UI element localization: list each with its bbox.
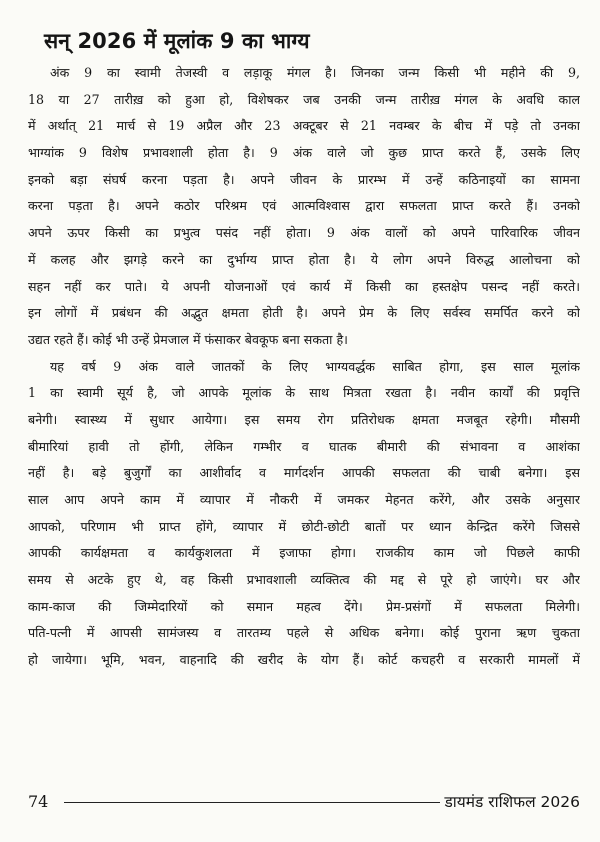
text-line: अंक 9 का स्वामी तेजस्वी व लड़ाकू मंगल है। जिनका जन्म किसी भी महीने की 9, <box>50 65 580 80</box>
text-line: इन लोगों में प्रबंधन की अद्भुत क्षमता होती है। अपने प्रेम के लिए सर्वस्व समर्पित करने को <box>28 305 580 321</box>
text-line: बनेगी। स्वास्थ्य में सुधार आयेगा। इस समय रोग प्रतिरोधक क्षमता मजबूत रहेगी। मौसमी <box>28 411 580 427</box>
text-line: काम-काज की जिम्मेदारियों को समान महत्व देंगे। प्रेम-प्रसंगों में सफलता मिलेगी। <box>28 598 580 614</box>
text-line: सहन नहीं कर पाते। ये अपनी योजनाओं एवं कार्य में किसी का हस्तक्षेप पसन्द नहीं करते। <box>28 278 580 294</box>
text-line: आपको, परिणाम भी प्राप्त होंगे, व्यापार में छोटी-छोटी बातों पर ध्यान केन्द्रित करेंगे जिससे <box>28 518 580 534</box>
text-line: 18 या 27 तारीख़ को हुआ हो, विशेषकर जब उनकी जन्म तारीख़ मंगल के अवधि काल <box>28 91 580 107</box>
text-line: आपकी कार्यक्षमता व कार्यकुशलता में इजाफा होगा। राजकीय काम जो पिछले काफी <box>28 545 580 561</box>
text-line: में अर्थात् 21 मार्च से 19 अप्रैल और 23 अक्टूबर से 21 नवम्बर के बीच में पड़े तो उनका <box>28 118 580 134</box>
text-line: साल आप अपने काम में व्यापार में नौकरी में जमकर मेहनत करेंगे, और उसके अनुसार <box>28 492 580 507</box>
text-line: नहीं है। बड़े बुजुर्गों का आशीर्वाद व मार्गदर्शन आपकी सफलता की चाबी बनेगा। इस <box>28 465 580 481</box>
page-footer <box>28 786 580 816</box>
text-line: करना पड़ता है। अपने कठोर परिश्रम एवं आत्मविश्वास द्वारा सफलता प्राप्त करते हैं। उनको <box>28 198 580 214</box>
text-line: उद्यत रहते हैं। कोई भी उन्हें प्रेमजाल में फंसाकर बेवकूफ बना सकता है। <box>28 331 348 347</box>
text-line: बीमारियां हावी तो होंगी, लेकिन गम्भीर व घातक बीमारी की संभावना व आशंका <box>28 438 580 454</box>
footer-rule <box>64 802 440 803</box>
text-line: 1 का स्वामी सूर्य है, जो आपके मूलांक के साथ मित्रता रखता है। नवीन कार्यों की प्रवृत्ति <box>28 385 580 401</box>
page-heading: सन् 2026 में मूलांक 9 का भाग्य <box>44 29 310 53</box>
body-text <box>28 60 580 674</box>
page-number: 74 <box>28 791 49 811</box>
text-line: इनको बड़ा संघर्ष करना पड़ता है। अपने जीवन के प्रारम्भ में उन्हें कठिनाइयों का सामना <box>28 171 580 187</box>
text-line: समय से अटके हुए थे, वह किसी प्रभावशाली व्यक्तित्व की मद्द से पूरे हो जाएंगे। घर और <box>28 572 580 588</box>
text-line: पति-पत्नी में आपसी सामंजस्य व तारतम्य पहले से अधिक बनेगा। कोई पुराना ऋण चुकता <box>28 625 580 641</box>
text-line: में कलह और झगड़े करने का दुर्भाग्य प्राप्त होता है। ये लोग अपने विरुद्ध आलोचना को <box>28 251 580 267</box>
book-title: डायमंड राशिफल 2026 <box>444 793 580 811</box>
text-line: अपने ऊपर किसी का प्रभुत्व पसंद नहीं होता। 9 अंक वालों को अपने पारिवारिक जीवन <box>28 225 580 241</box>
text-line: हो जायेगा। भूमि, भवन, वाहनादि की खरीद के योग हैं। कोर्ट कचहरी व सरकारी मामलों में <box>28 652 580 668</box>
text-line: भाग्यांक 9 विशेष प्रभावशाली होता है। 9 अंक वाले जो कुछ प्राप्त करते हैं, उसके लिए <box>28 145 580 161</box>
text-line: यह वर्ष 9 अंक वाले जातकों के लिए भाग्यवर्द्धक साबित होगा, इस साल मूलांक <box>50 358 580 374</box>
